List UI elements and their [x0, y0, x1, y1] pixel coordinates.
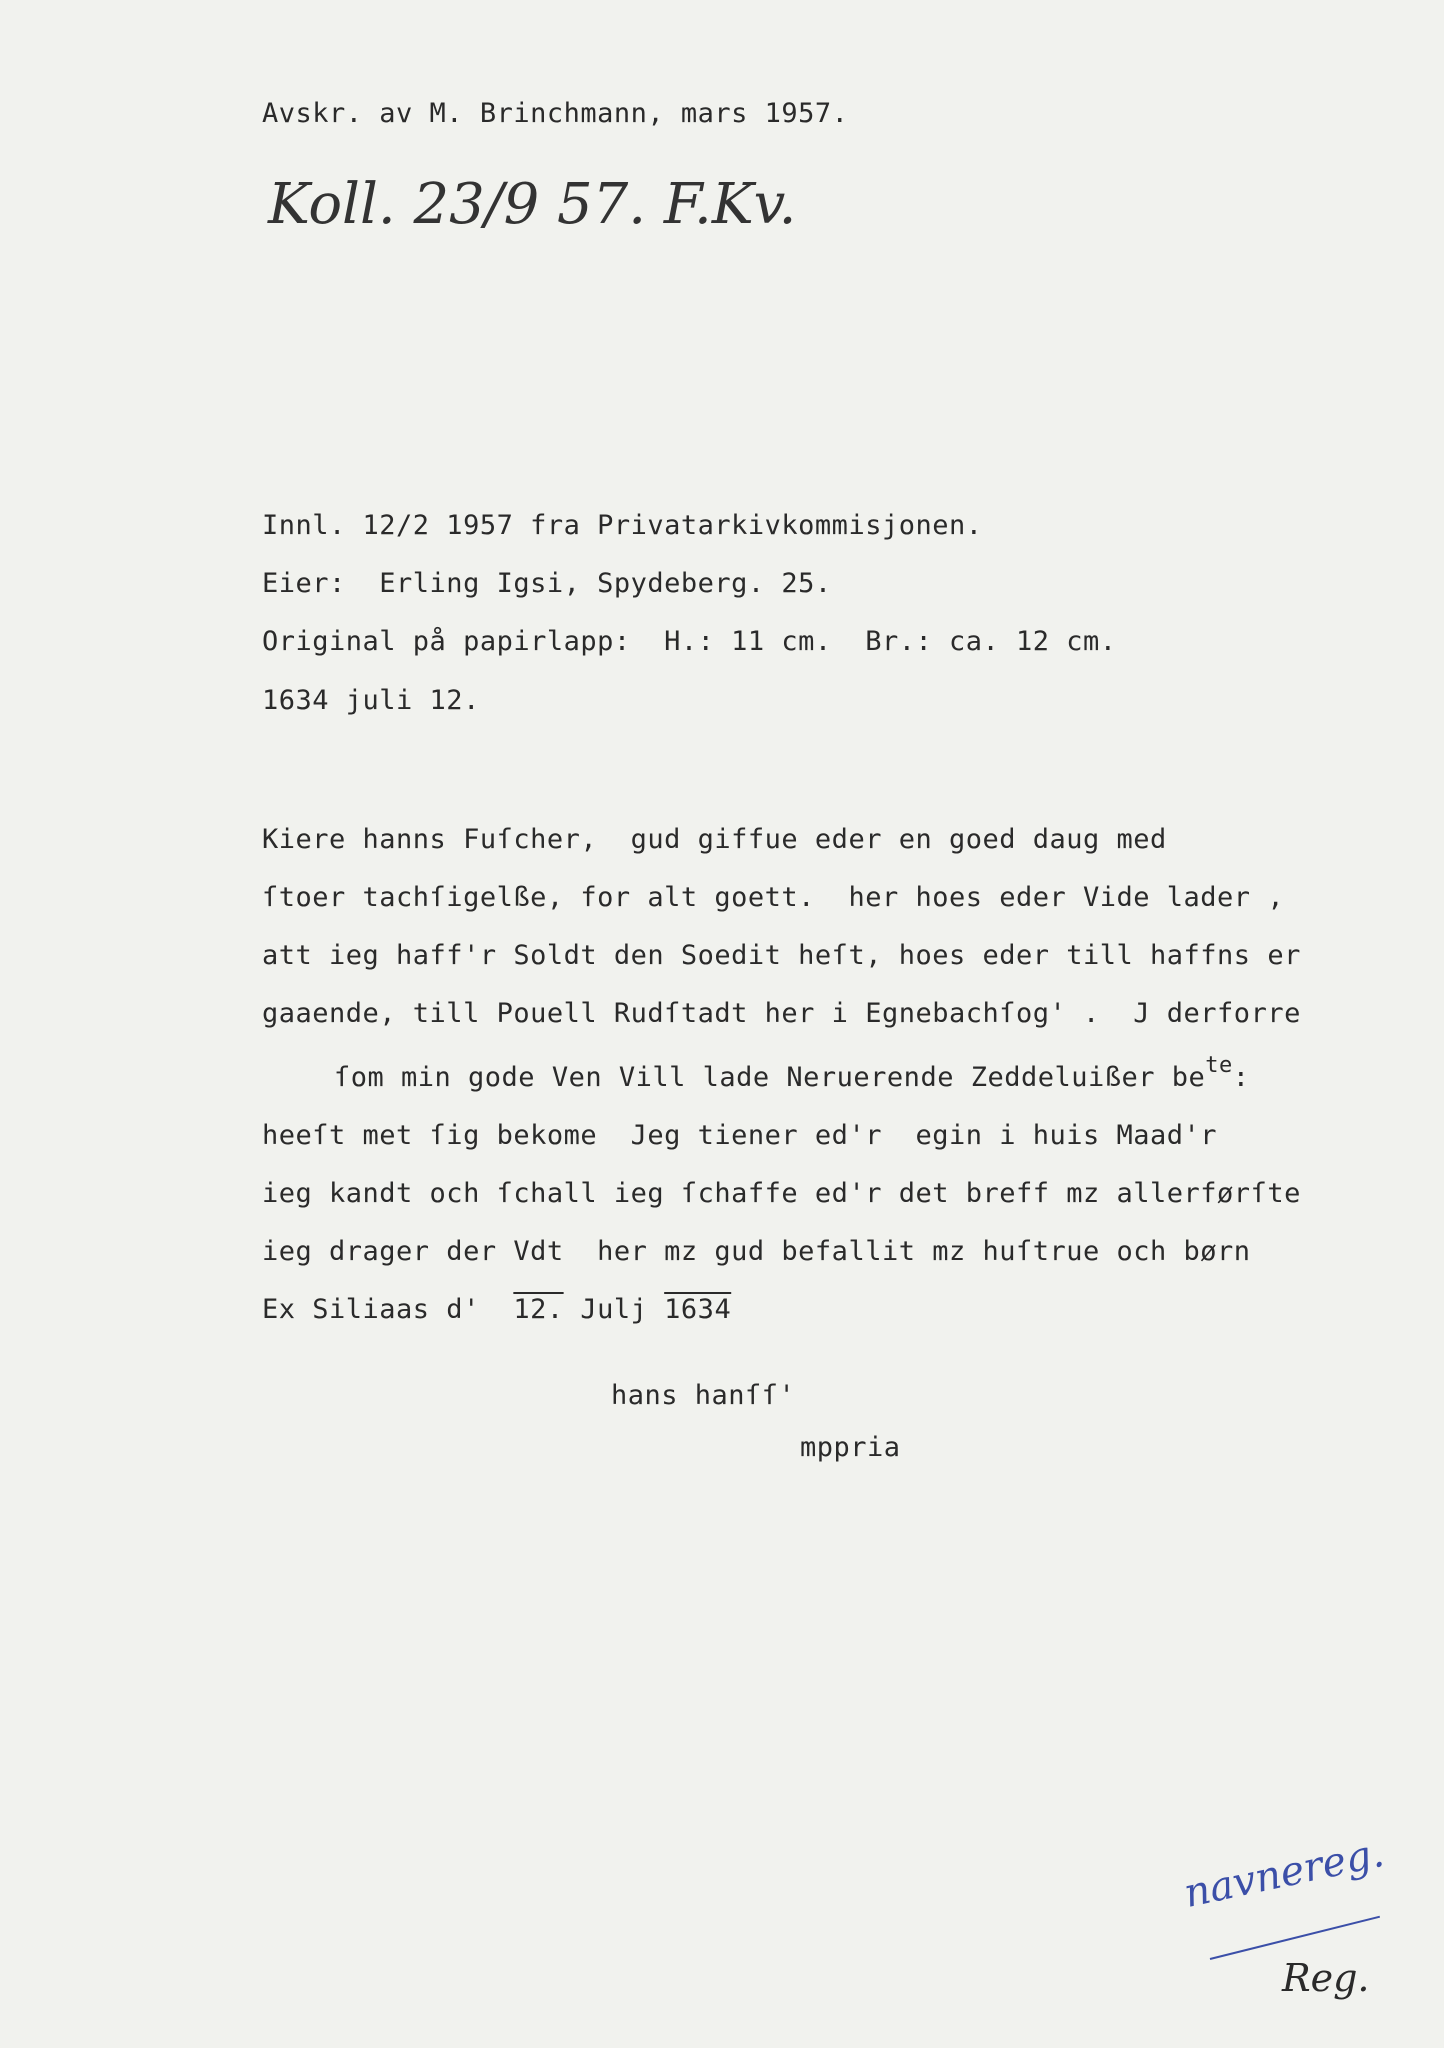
original-line: Original på papirlapp: H.: 11 cm. Br.: ca. 12 cm.: [262, 626, 1117, 657]
closing-day: 12.: [513, 1294, 564, 1325]
closing-line: [262, 1296, 731, 1323]
letter-line: ſtoer tachſigelße, for alt goett. her hoes eder Vide lader ,: [262, 882, 1285, 913]
handwritten-check-note: Koll. 23/9 57. F.Kv.: [268, 172, 797, 237]
signature: hans hanſſ': [611, 1380, 796, 1411]
letter-line: att ieg haff'r Soldt den Soedit heſt, hoes eder till haffns er: [262, 940, 1301, 971]
register-annotation: navnereg.: [1180, 1829, 1388, 1917]
received-line: Innl. 12/2 1957 fra Privatarkivkommisjonen.: [262, 510, 983, 541]
transcriber-line: Avskr. av M. Brinchmann, mars 1957.: [262, 98, 849, 129]
date-line: 1634 juli 12.: [262, 685, 480, 716]
closing-year: 1634: [664, 1294, 732, 1325]
letter-indented-line: [334, 1053, 1250, 1093]
signature-suffix: mppria: [800, 1432, 901, 1463]
closing-prefix: Ex Siliaas d': [262, 1294, 514, 1325]
owner-line: Eier: Erling Igsi, Spydeberg. 25.: [262, 568, 832, 599]
letter-line: Kiere hanns Fuſcher, gud giffue eder en goed daug med: [262, 824, 1167, 855]
closing-month: Julj: [563, 1294, 665, 1325]
letter-line: heeſt met ſig bekome Jeg tiener ed'r egin i huis Maad'r: [262, 1120, 1218, 1151]
letter-indented-text: ſom min gode Ven Vill lade Neruerende Zeddeluißer be: [334, 1062, 1206, 1093]
register-annotation-secondary: Reg.: [1282, 1956, 1370, 2000]
letter-indented-tail: :: [1232, 1062, 1250, 1093]
letter-line: ieg kandt och ſchall ieg ſchaffe ed'r det breff mz allerførſte: [262, 1178, 1301, 1209]
letter-line: ieg drager der Vdt her mz gud befallit mz huſtrue och børn: [262, 1236, 1251, 1267]
superscript-text: te: [1205, 1053, 1233, 1078]
letter-line: gaaende, till Pouell Rudſtadt her i Egnebachſog' . J derforre: [262, 998, 1301, 1029]
register-underline: [1210, 1916, 1380, 1960]
